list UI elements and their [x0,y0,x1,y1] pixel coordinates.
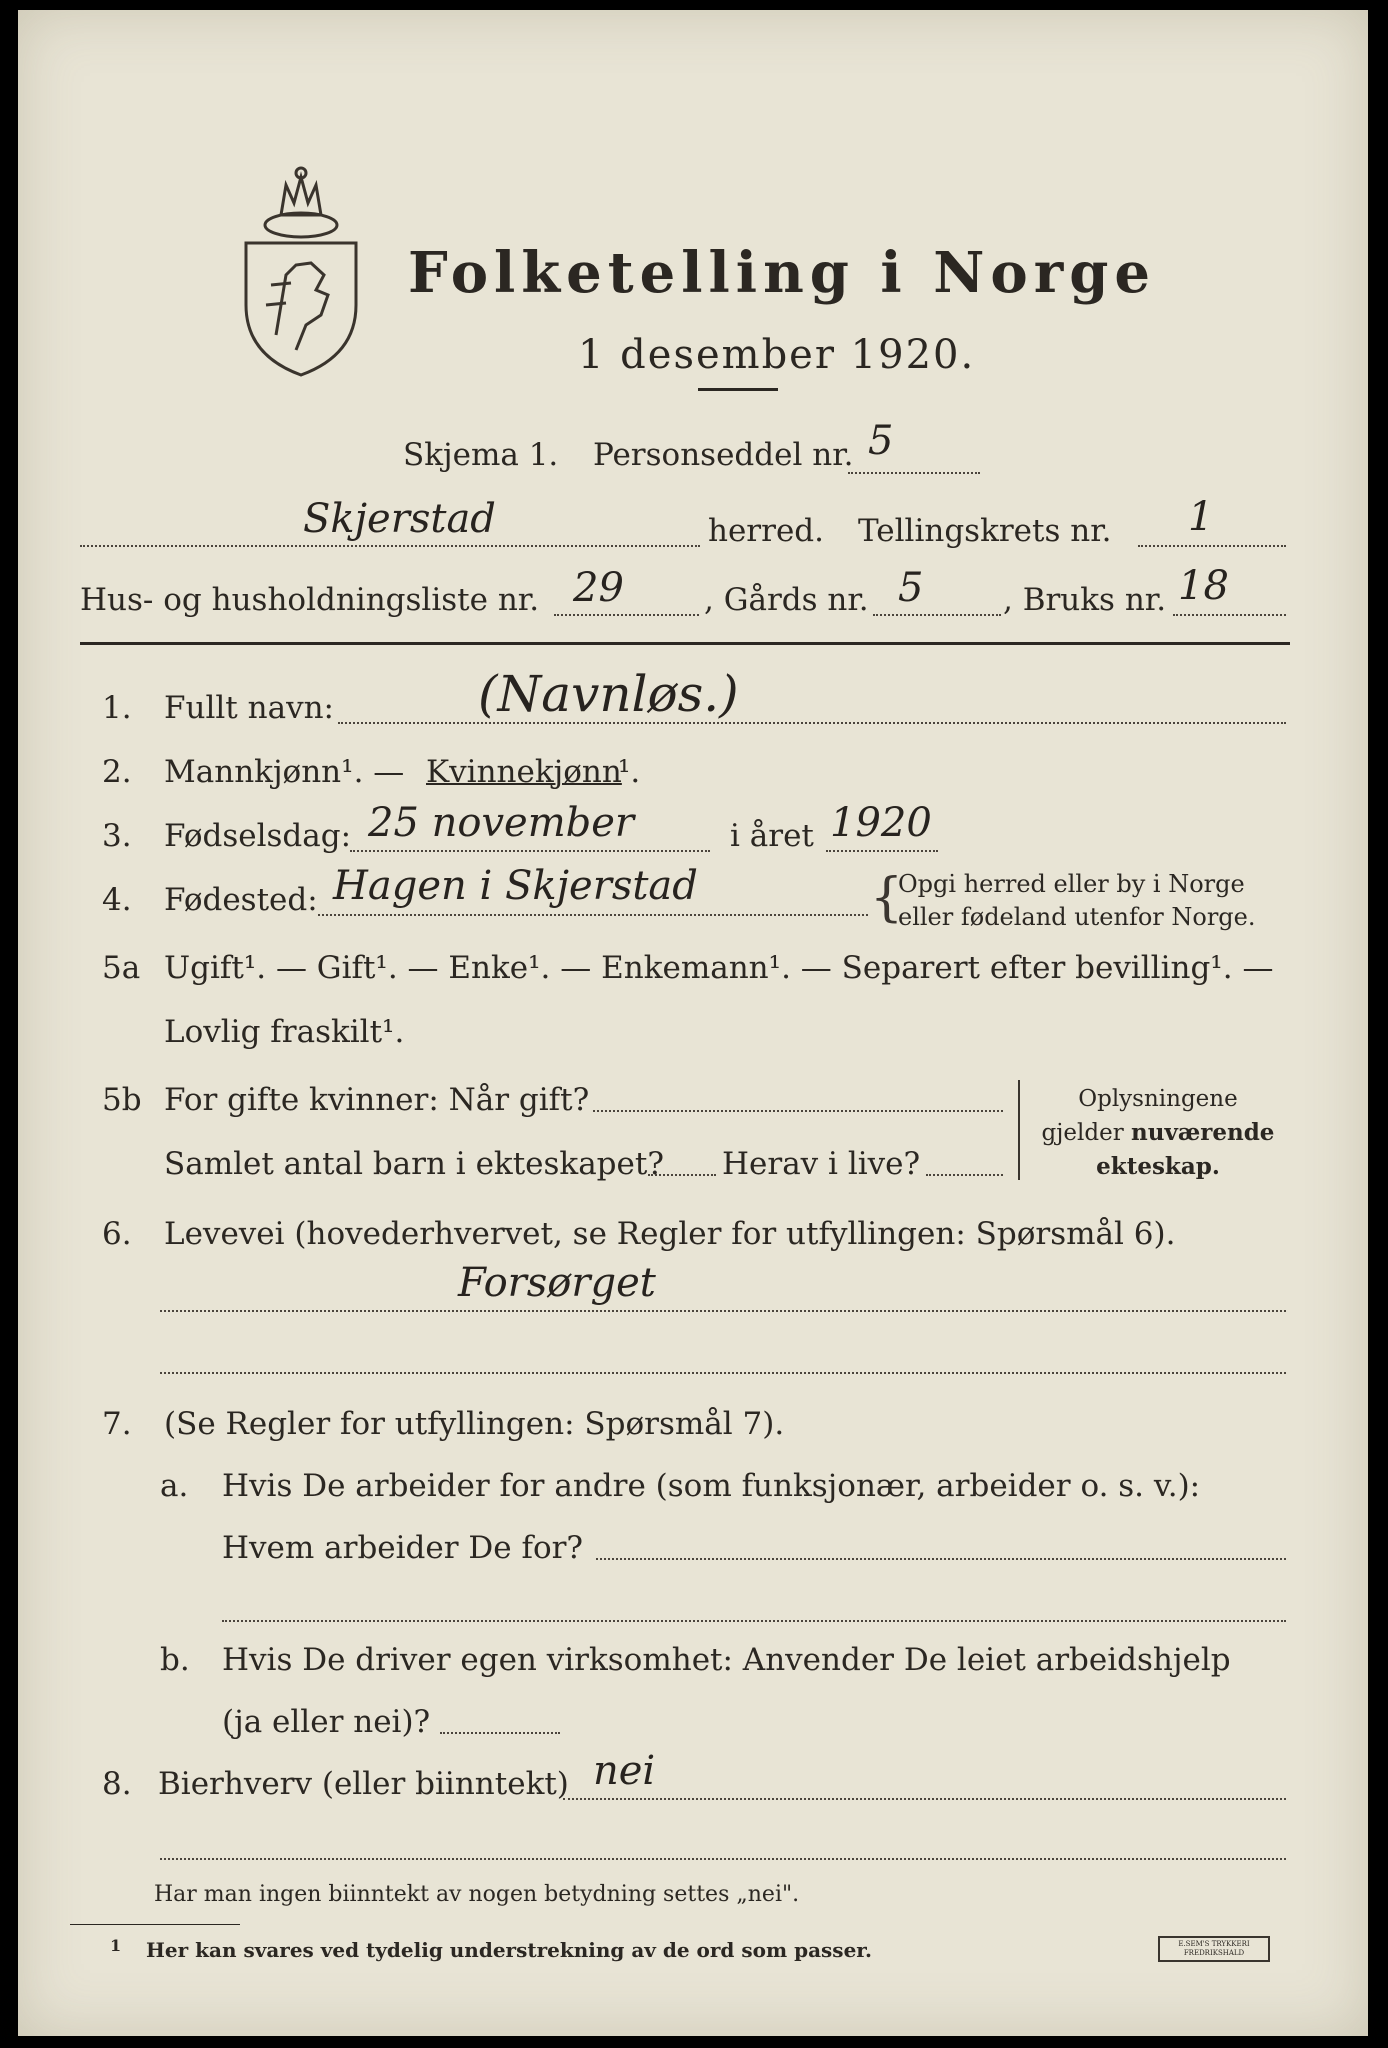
q6-line2 [160,1372,1286,1374]
q1-label: Fullt navn: [164,690,334,726]
hus-label: Hus- og husholdningsliste nr. [80,582,540,618]
q5b-note-line2b: nuværende [1131,1119,1275,1146]
gards-line [873,614,1001,616]
q8-number: 8. [102,1766,132,1802]
personseddel-value: 5 [868,418,894,464]
herred-value: Skjerstad [303,496,496,542]
q7b-line1: Hvis De driver egen virksomhet: Anvender De leiet arbeidshjelp [222,1642,1231,1678]
gards-value: 5 [898,565,924,611]
q3-value: 25 november [368,800,635,846]
census-form [18,10,1368,2036]
q7a-line [596,1558,1286,1560]
q1-value: (Navnløs.) [478,665,739,723]
q7a-extra-line [222,1620,1286,1622]
stamp-line2: FREDRIKSHALD [1183,1949,1245,1957]
q7-label: (Se Regler for utfyllingen: Spørsmål 7). [164,1406,785,1442]
q2-mannkjonn: Mannkjønn¹. — [164,754,405,790]
q5b-alive-line [926,1174,1003,1176]
tellingskrets-label: Tellingskrets nr. [858,513,1112,549]
coat-of-arms-icon [236,165,366,380]
bruks-value: 18 [1178,563,1229,609]
q7b-letter: b. [160,1642,190,1678]
q7a-line2: Hvem arbeider De for? [222,1530,584,1566]
hus-value: 29 [573,565,624,611]
q6-number: 6. [102,1216,132,1252]
tellingskrets-value: 1 [1188,494,1214,540]
q6-line1 [160,1310,1286,1312]
stamp-line1: E.SEM'S TRYKKERI [1178,1940,1250,1948]
q2-number: 2. [102,754,132,790]
tellingskrets-line [1138,545,1286,547]
form-title: Folketelling i Norge [408,240,1157,306]
skjema-label: Skjema 1. [403,437,559,473]
q4-number: 4. [102,882,132,918]
q3-number: 3. [102,818,132,854]
q5b-label-children: Samlet antal barn i ekteskapet? [164,1146,664,1182]
footnote-text: Her kan svares ved tydelig understrekning av de ord som passer. [146,1938,872,1962]
q4-value: Hagen i Skjerstad [333,863,698,909]
q4-note-line2: eller fødeland utenfor Norge. [898,903,1256,931]
herred-line [80,545,700,547]
q8-line [563,1798,1286,1800]
q1-number: 1. [102,690,132,726]
q2-tail: ¹. [618,754,641,790]
footnote-rule [70,1924,240,1925]
q7b-line2: (ja eller nei)? [222,1704,431,1740]
q6-label: Levevei (hovederhvervet, se Regler for utfyllingen: Spørsmål 6). [164,1216,1176,1252]
q8-value: nei [593,1748,656,1794]
q7a-letter: a. [160,1468,189,1504]
bruks-label: , Bruks nr. [1003,582,1167,618]
q8-extra-line [160,1858,1286,1860]
footer-note: Har man ingen biinntekt av nogen betydning settes „nei". [154,1882,800,1907]
q7b-line [440,1732,560,1734]
q5b-note-line1: Oplysningene [1078,1086,1238,1112]
q5b-note-line3: ekteskap. [1096,1153,1220,1180]
hus-line [554,614,699,616]
q5b-married-line [593,1110,1003,1112]
q4-label: Fødested: [164,882,318,918]
footnote-mark: 1 [110,1936,122,1955]
q5b-label-married: For gifte kvinner: Når gift? [164,1082,590,1118]
q8-label: Bierhverv (eller biinntekt) [158,1766,569,1802]
q4-brace: { [870,868,904,928]
q4-line [318,914,868,916]
q3-label: Fødselsdag: [164,818,352,854]
q6-value: Forsørget [458,1260,656,1306]
q7a-line1: Hvis De arbeider for andre (som funksjonær, arbeider o. s. v.): [222,1468,1201,1504]
q5a-number: 5a [102,950,141,986]
q5b-label-alive: Herav i live? [722,1146,921,1182]
q5b-number: 5b [102,1082,142,1118]
q5b-note-line2a: gjelder [1041,1120,1124,1146]
q5b-note-line2 [1038,1116,1278,1150]
q2-kvinnekjonn: Kvinnekjønn [426,754,622,790]
census-date: 1 desember 1920. [578,332,976,378]
gards-label: , Gårds nr. [704,582,869,618]
q5b-note [1038,1082,1278,1184]
personseddel-label: Personseddel nr. [593,437,854,473]
q3-year-line [826,850,938,852]
q5a-line2: Lovlig fraskilt¹. [164,1014,405,1050]
header-rule [80,642,1290,645]
printer-stamp [1158,1936,1270,1962]
q5b-bracket [1018,1080,1023,1180]
title-divider [698,388,778,391]
q5a-line1: Ugift¹. — Gift¹. — Enke¹. — Enkemann¹. — Separert efter bevilling¹. — [164,950,1274,986]
q4-note-line1: Opgi herred eller by i Norge [898,870,1245,898]
q3-line [350,850,710,852]
q7-number: 7. [102,1406,132,1442]
q3-year-value: 1920 [830,800,932,846]
q3-year-label: i året [730,818,814,854]
herred-label: herred. [708,513,824,549]
bruks-line [1173,614,1286,616]
q5b-children-line [648,1174,716,1176]
personseddel-line [848,472,980,474]
